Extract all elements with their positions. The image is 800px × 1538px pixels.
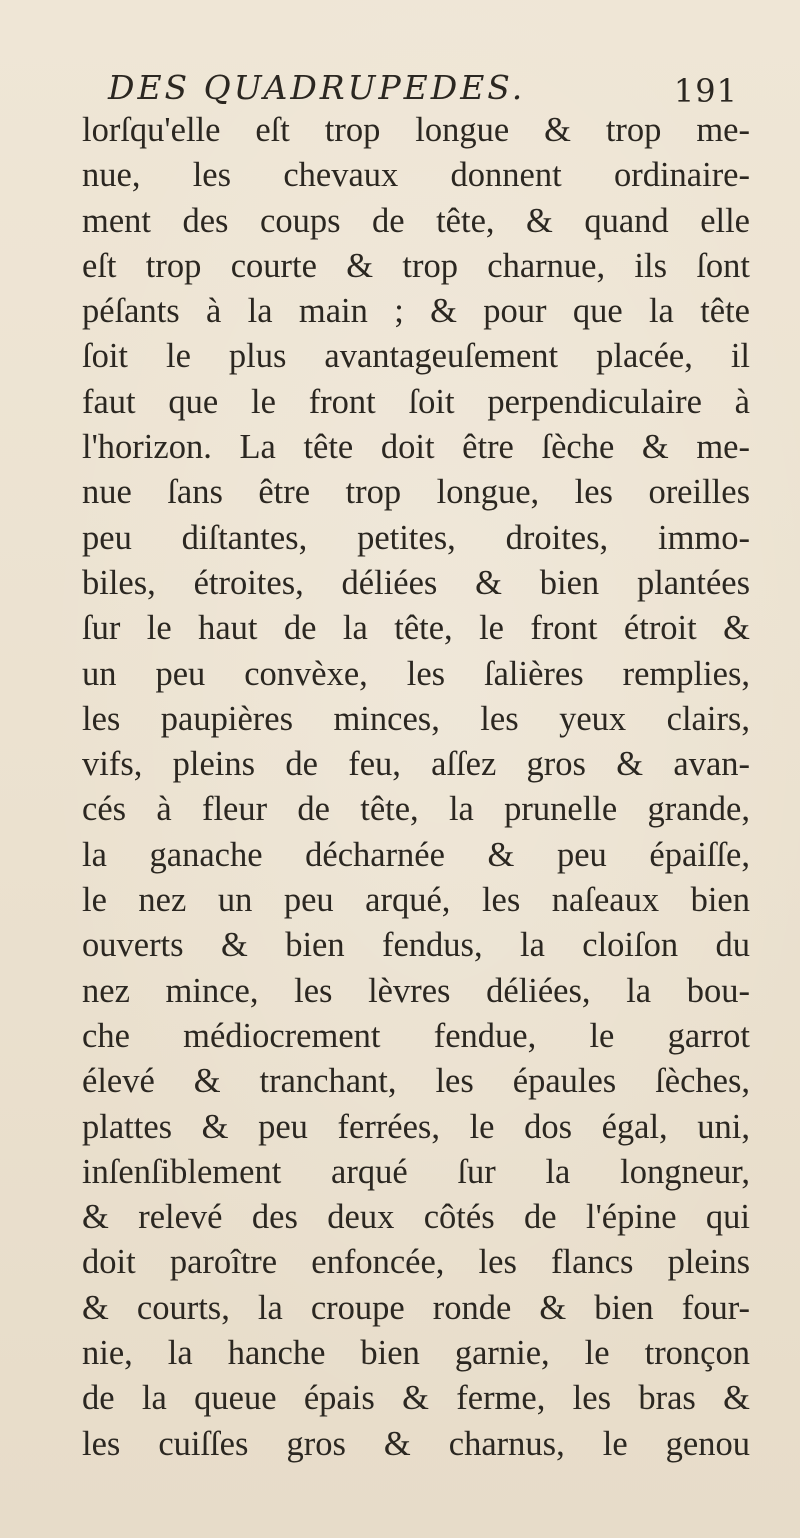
text-line: biles, étroites, déliées & bien plantées xyxy=(82,563,750,602)
text-line: la ganache décharnée & peu épaiſſe, xyxy=(82,835,750,874)
text-line: vifs, pleins de feu, aſſez gros & avan- xyxy=(82,745,750,784)
body-text xyxy=(82,108,750,1467)
text-line: l'horizon. La tête doit être ſèche & me- xyxy=(82,428,750,467)
text-line: ſur le haut de la tête, le front étroit & xyxy=(82,609,750,648)
text-line: che médiocrement fendue, le garrot xyxy=(82,1016,750,1055)
text-line: de la queue épais & ferme, les bras & xyxy=(82,1379,750,1418)
text-line: ouverts & bien fendus, la cloiſon du xyxy=(82,926,750,965)
text-line: peu diſtantes, petites, droites, immo- xyxy=(82,518,750,557)
text-line: nue, les chevaux donnent ordinaire- xyxy=(82,156,750,195)
text-line: ment des coups de tête, & quand elle xyxy=(82,201,750,240)
text-line: & courts, la croupe ronde & bien four- xyxy=(82,1288,750,1327)
running-title: DES QUADRUPEDES. xyxy=(108,68,526,107)
text-line: nez mince, les lèvres déliées, la bou- xyxy=(82,971,750,1010)
text-line: cés à fleur de tête, la prunelle grande, xyxy=(82,790,750,829)
text-line: faut que le front ſoit perpendiculaire à xyxy=(82,382,750,421)
text-line: nue ſans être trop longue, les oreilles xyxy=(82,473,750,512)
text-line: les paupières minces, les yeux clairs, xyxy=(82,699,750,738)
text-line: & relevé des deux côtés de l'épine qui xyxy=(82,1198,750,1237)
text-line: nie, la hanche bien garnie, le tronçon xyxy=(82,1334,750,1373)
text-line: lorſqu'elle eſt trop longue & trop me- xyxy=(82,111,750,149)
text-line: ſoit le plus avantageuſement placée, il xyxy=(82,337,750,376)
text-line: les cuiſſes gros & charnus, le genou xyxy=(82,1424,750,1463)
text-line: plattes & peu ferrées, le dos égal, uni, xyxy=(82,1107,750,1146)
text-line: un peu convèxe, les ſalières remplies, xyxy=(82,654,750,693)
text-line: doit paroître enfoncée, les flancs pleins xyxy=(82,1243,750,1282)
text-line: le nez un peu arqué, les naſeaux bien xyxy=(82,881,750,920)
text-line: eſt trop courte & trop charnue, ils ſont xyxy=(82,246,750,285)
text-line: inſenſiblement arqué ſur la longneur, xyxy=(82,1152,750,1191)
page-number: 191 xyxy=(673,72,738,110)
page-header xyxy=(108,68,738,112)
text-line: élevé & tranchant, les épaules ſèches, xyxy=(82,1062,750,1101)
text-line: péſants à la main ; & pour que la tête xyxy=(82,292,750,331)
